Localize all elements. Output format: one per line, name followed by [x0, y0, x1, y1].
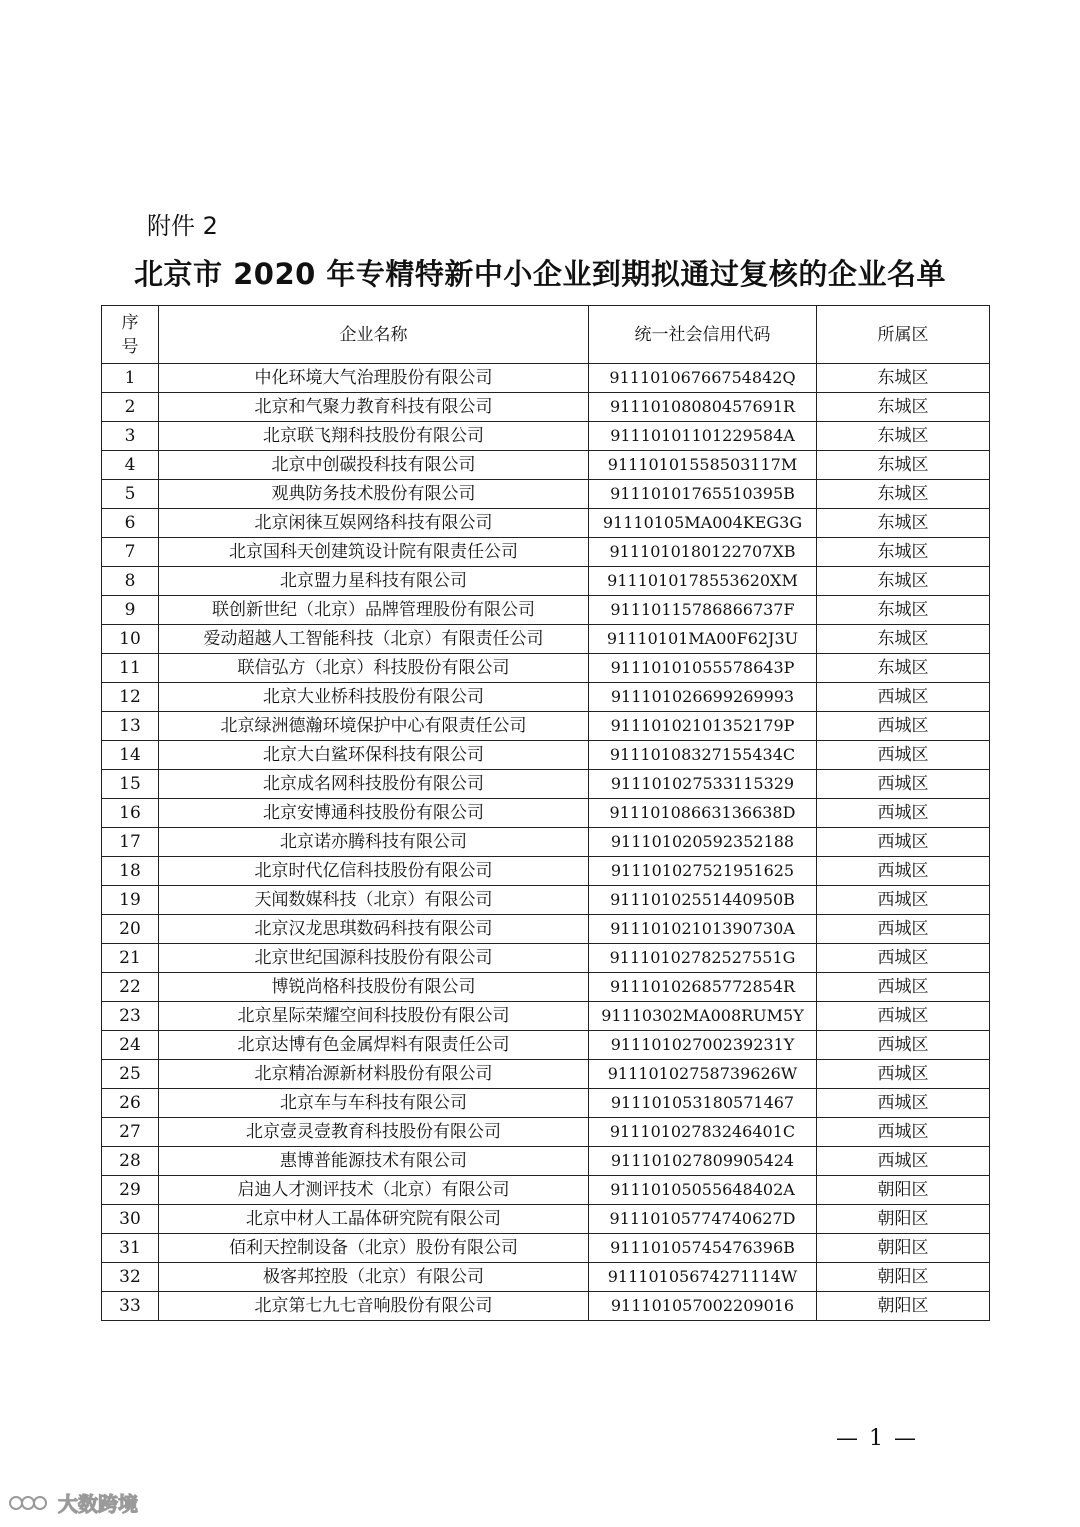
row-seq-cell: 1 [102, 364, 159, 393]
row-code-cell: 91110101558503117M [589, 451, 817, 480]
row-name-cell: 北京达博有色金属焊料有限责任公司 [159, 1031, 589, 1060]
row-name-cell: 北京星际荣耀空间科技股份有限公司 [159, 1002, 589, 1031]
row-name-cell: 北京诺亦腾科技有限公司 [159, 828, 589, 857]
row-name-cell: 北京成名网科技股份有限公司 [159, 770, 589, 799]
table-row [102, 1205, 990, 1234]
table-row [102, 567, 990, 596]
table-row [102, 393, 990, 422]
row-name-cell: 北京汉龙思琪数码科技有限公司 [159, 915, 589, 944]
row-district-cell: 西城区 [817, 1089, 990, 1118]
document-title: 北京市 2020 年专精特新中小企业到期拟通过复核的企业名单 [134, 257, 946, 291]
row-name-cell: 北京安博通科技股份有限公司 [159, 799, 589, 828]
header-seq [102, 306, 159, 364]
row-seq-cell: 2 [102, 393, 159, 422]
row-seq-cell: 27 [102, 1118, 159, 1147]
row-seq-cell: 29 [102, 1176, 159, 1205]
row-code-cell: 91110105774740627D [589, 1205, 817, 1234]
row-code-cell: 91110108663136638D [589, 799, 817, 828]
table-row [102, 1089, 990, 1118]
row-district-cell: 朝阳区 [817, 1292, 990, 1321]
row-name-cell: 北京联飞翔科技股份有限公司 [159, 422, 589, 451]
table-row [102, 712, 990, 741]
row-seq-cell: 24 [102, 1031, 159, 1060]
row-name-cell: 观典防务技术股份有限公司 [159, 480, 589, 509]
row-code-cell: 91110101101229584A [589, 422, 817, 451]
table-row [102, 625, 990, 654]
table-row [102, 422, 990, 451]
row-name-cell: 博锐尚格科技股份有限公司 [159, 973, 589, 1002]
table-row [102, 886, 990, 915]
row-seq-cell: 9 [102, 596, 159, 625]
row-district-cell: 西城区 [817, 1031, 990, 1060]
row-name-cell: 佰利天控制设备（北京）股份有限公司 [159, 1234, 589, 1263]
row-seq-cell: 33 [102, 1292, 159, 1321]
header-district: 所属区 [817, 306, 990, 364]
row-seq-cell: 10 [102, 625, 159, 654]
row-code-cell: 911101027533115329 [589, 770, 817, 799]
row-name-cell: 北京中材人工晶体研究院有限公司 [159, 1205, 589, 1234]
row-district-cell: 西城区 [817, 741, 990, 770]
row-district-cell: 西城区 [817, 886, 990, 915]
row-code-cell: 91110106766754842Q [589, 364, 817, 393]
row-name-cell: 北京大白鲨环保科技有限公司 [159, 741, 589, 770]
header-seq-line1: 序 [121, 312, 139, 333]
row-seq-cell: 15 [102, 770, 159, 799]
table-row [102, 799, 990, 828]
row-code-cell: 91110105674271114W [589, 1263, 817, 1292]
row-name-cell: 极客邦控股（北京）有限公司 [159, 1263, 589, 1292]
row-seq-cell: 13 [102, 712, 159, 741]
row-district-cell: 西城区 [817, 1118, 990, 1147]
table-row [102, 596, 990, 625]
row-seq-cell: 32 [102, 1263, 159, 1292]
row-code-cell: 911101020592352188 [589, 828, 817, 857]
row-seq-cell: 11 [102, 654, 159, 683]
row-district-cell: 东城区 [817, 451, 990, 480]
row-code-cell: 911101027521951625 [589, 857, 817, 886]
row-district-cell: 西城区 [817, 770, 990, 799]
row-name-cell: 中化环境大气治理股份有限公司 [159, 364, 589, 393]
row-name-cell: 启迪人才测评技术（北京）有限公司 [159, 1176, 589, 1205]
row-name-cell: 北京时代亿信科技股份有限公司 [159, 857, 589, 886]
table-row [102, 538, 990, 567]
table-row [102, 509, 990, 538]
row-name-cell: 北京闲徕互娱网络科技有限公司 [159, 509, 589, 538]
table-row [102, 451, 990, 480]
row-code-cell: 91110102685772854R [589, 973, 817, 1002]
table-row [102, 1176, 990, 1205]
table-row [102, 973, 990, 1002]
row-seq-cell: 4 [102, 451, 159, 480]
row-name-cell: 北京第七九七音响股份有限公司 [159, 1292, 589, 1321]
row-code-cell: 91110102101352179P [589, 712, 817, 741]
table-row [102, 1060, 990, 1089]
row-district-cell: 朝阳区 [817, 1263, 990, 1292]
row-code-cell: 91110101765510395B [589, 480, 817, 509]
table-row [102, 770, 990, 799]
row-code-cell: 9111010180122707XB [589, 538, 817, 567]
row-district-cell: 西城区 [817, 857, 990, 886]
row-seq-cell: 30 [102, 1205, 159, 1234]
row-seq-cell: 28 [102, 1147, 159, 1176]
row-name-cell: 天闻数媒科技（北京）有限公司 [159, 886, 589, 915]
row-district-cell: 西城区 [817, 1060, 990, 1089]
row-district-cell: 朝阳区 [817, 1205, 990, 1234]
row-seq-cell: 25 [102, 1060, 159, 1089]
row-district-cell: 西城区 [817, 915, 990, 944]
row-code-cell: 91110102101390730A [589, 915, 817, 944]
header-code: 统一社会信用代码 [589, 306, 817, 364]
row-name-cell: 北京大业桥科技股份有限公司 [159, 683, 589, 712]
row-code-cell: 911101057002209016 [589, 1292, 817, 1321]
row-seq-cell: 3 [102, 422, 159, 451]
table-row [102, 1118, 990, 1147]
row-district-cell: 朝阳区 [817, 1176, 990, 1205]
row-name-cell: 惠博普能源技术有限公司 [159, 1147, 589, 1176]
table-row [102, 683, 990, 712]
table-row [102, 915, 990, 944]
row-seq-cell: 18 [102, 857, 159, 886]
table-row [102, 1147, 990, 1176]
row-district-cell: 东城区 [817, 625, 990, 654]
table-row [102, 741, 990, 770]
logo-icon [8, 1491, 52, 1515]
row-code-cell: 91110102783246401C [589, 1118, 817, 1147]
table-row [102, 654, 990, 683]
row-name-cell: 北京车与车科技有限公司 [159, 1089, 589, 1118]
row-district-cell: 东城区 [817, 509, 990, 538]
row-seq-cell: 5 [102, 480, 159, 509]
row-seq-cell: 19 [102, 886, 159, 915]
table-row [102, 1292, 990, 1321]
row-district-cell: 西城区 [817, 828, 990, 857]
row-code-cell: 91110108327155434C [589, 741, 817, 770]
table-row [102, 1263, 990, 1292]
row-district-cell: 东城区 [817, 567, 990, 596]
row-district-cell: 东城区 [817, 538, 990, 567]
row-code-cell: 91110302MA008RUM5Y [589, 1002, 817, 1031]
row-name-cell: 北京和气聚力教育科技有限公司 [159, 393, 589, 422]
row-seq-cell: 23 [102, 1002, 159, 1031]
attachment-label: 附件 2 [147, 212, 218, 240]
table-row [102, 828, 990, 857]
row-seq-cell: 22 [102, 973, 159, 1002]
row-seq-cell: 12 [102, 683, 159, 712]
table-row [102, 944, 990, 973]
table-row [102, 1234, 990, 1263]
row-name-cell: 北京壹灵壹教育科技股份有限公司 [159, 1118, 589, 1147]
row-name-cell: 联创新世纪（北京）品牌管理股份有限公司 [159, 596, 589, 625]
row-district-cell: 东城区 [817, 393, 990, 422]
row-seq-cell: 21 [102, 944, 159, 973]
header-seq-line2: 号 [121, 336, 139, 357]
row-name-cell: 北京绿洲德瀚环境保护中心有限责任公司 [159, 712, 589, 741]
table-row [102, 480, 990, 509]
row-seq-cell: 14 [102, 741, 159, 770]
table-row [102, 364, 990, 393]
row-name-cell: 北京精冶源新材料股份有限公司 [159, 1060, 589, 1089]
row-district-cell: 西城区 [817, 683, 990, 712]
row-district-cell: 西城区 [817, 799, 990, 828]
row-name-cell: 北京国科天创建筑设计院有限责任公司 [159, 538, 589, 567]
row-district-cell: 东城区 [817, 654, 990, 683]
row-seq-cell: 26 [102, 1089, 159, 1118]
row-code-cell: 91110105MA004KEG3G [589, 509, 817, 538]
row-district-cell: 东城区 [817, 596, 990, 625]
row-code-cell: 91110105745476396B [589, 1234, 817, 1263]
row-code-cell: 91110102700239231Y [589, 1031, 817, 1060]
row-code-cell: 9111010178553620XM [589, 567, 817, 596]
watermark [8, 1488, 138, 1517]
row-seq-cell: 16 [102, 799, 159, 828]
row-name-cell: 北京盟力星科技有限公司 [159, 567, 589, 596]
row-district-cell: 西城区 [817, 1002, 990, 1031]
row-code-cell: 91110101055578643P [589, 654, 817, 683]
row-district-cell: 西城区 [817, 973, 990, 1002]
row-district-cell: 东城区 [817, 422, 990, 451]
row-district-cell: 西城区 [817, 1147, 990, 1176]
watermark-text: 大数跨境 [58, 1492, 138, 1516]
page-number: — 1 — [836, 1426, 918, 1451]
row-seq-cell: 17 [102, 828, 159, 857]
row-code-cell: 91110101MA00F62J3U [589, 625, 817, 654]
row-district-cell: 西城区 [817, 712, 990, 741]
enterprise-table [101, 305, 990, 1321]
row-name-cell: 北京中创碳投科技有限公司 [159, 451, 589, 480]
row-district-cell: 朝阳区 [817, 1234, 990, 1263]
row-code-cell: 911101026699269993 [589, 683, 817, 712]
row-district-cell: 西城区 [817, 944, 990, 973]
row-code-cell: 91110105055648402A [589, 1176, 817, 1205]
row-code-cell: 91110102758739626W [589, 1060, 817, 1089]
table-body [102, 364, 990, 1321]
table-row [102, 1002, 990, 1031]
row-seq-cell: 8 [102, 567, 159, 596]
row-seq-cell: 6 [102, 509, 159, 538]
row-seq-cell: 20 [102, 915, 159, 944]
row-code-cell: 91110108080457691R [589, 393, 817, 422]
row-code-cell: 91110102782527551G [589, 944, 817, 973]
row-code-cell: 911101027809905424 [589, 1147, 817, 1176]
row-code-cell: 91110102551440950B [589, 886, 817, 915]
row-district-cell: 东城区 [817, 364, 990, 393]
table-row [102, 1031, 990, 1060]
row-code-cell: 91110115786866737F [589, 596, 817, 625]
row-name-cell: 北京世纪国源科技股份有限公司 [159, 944, 589, 973]
row-name-cell: 联信弘方（北京）科技股份有限公司 [159, 654, 589, 683]
row-seq-cell: 7 [102, 538, 159, 567]
table-header-row [102, 306, 990, 364]
table-row [102, 857, 990, 886]
row-name-cell: 爱动超越人工智能科技（北京）有限责任公司 [159, 625, 589, 654]
row-district-cell: 东城区 [817, 480, 990, 509]
row-seq-cell: 31 [102, 1234, 159, 1263]
header-name: 企业名称 [159, 306, 589, 364]
row-code-cell: 911101053180571467 [589, 1089, 817, 1118]
